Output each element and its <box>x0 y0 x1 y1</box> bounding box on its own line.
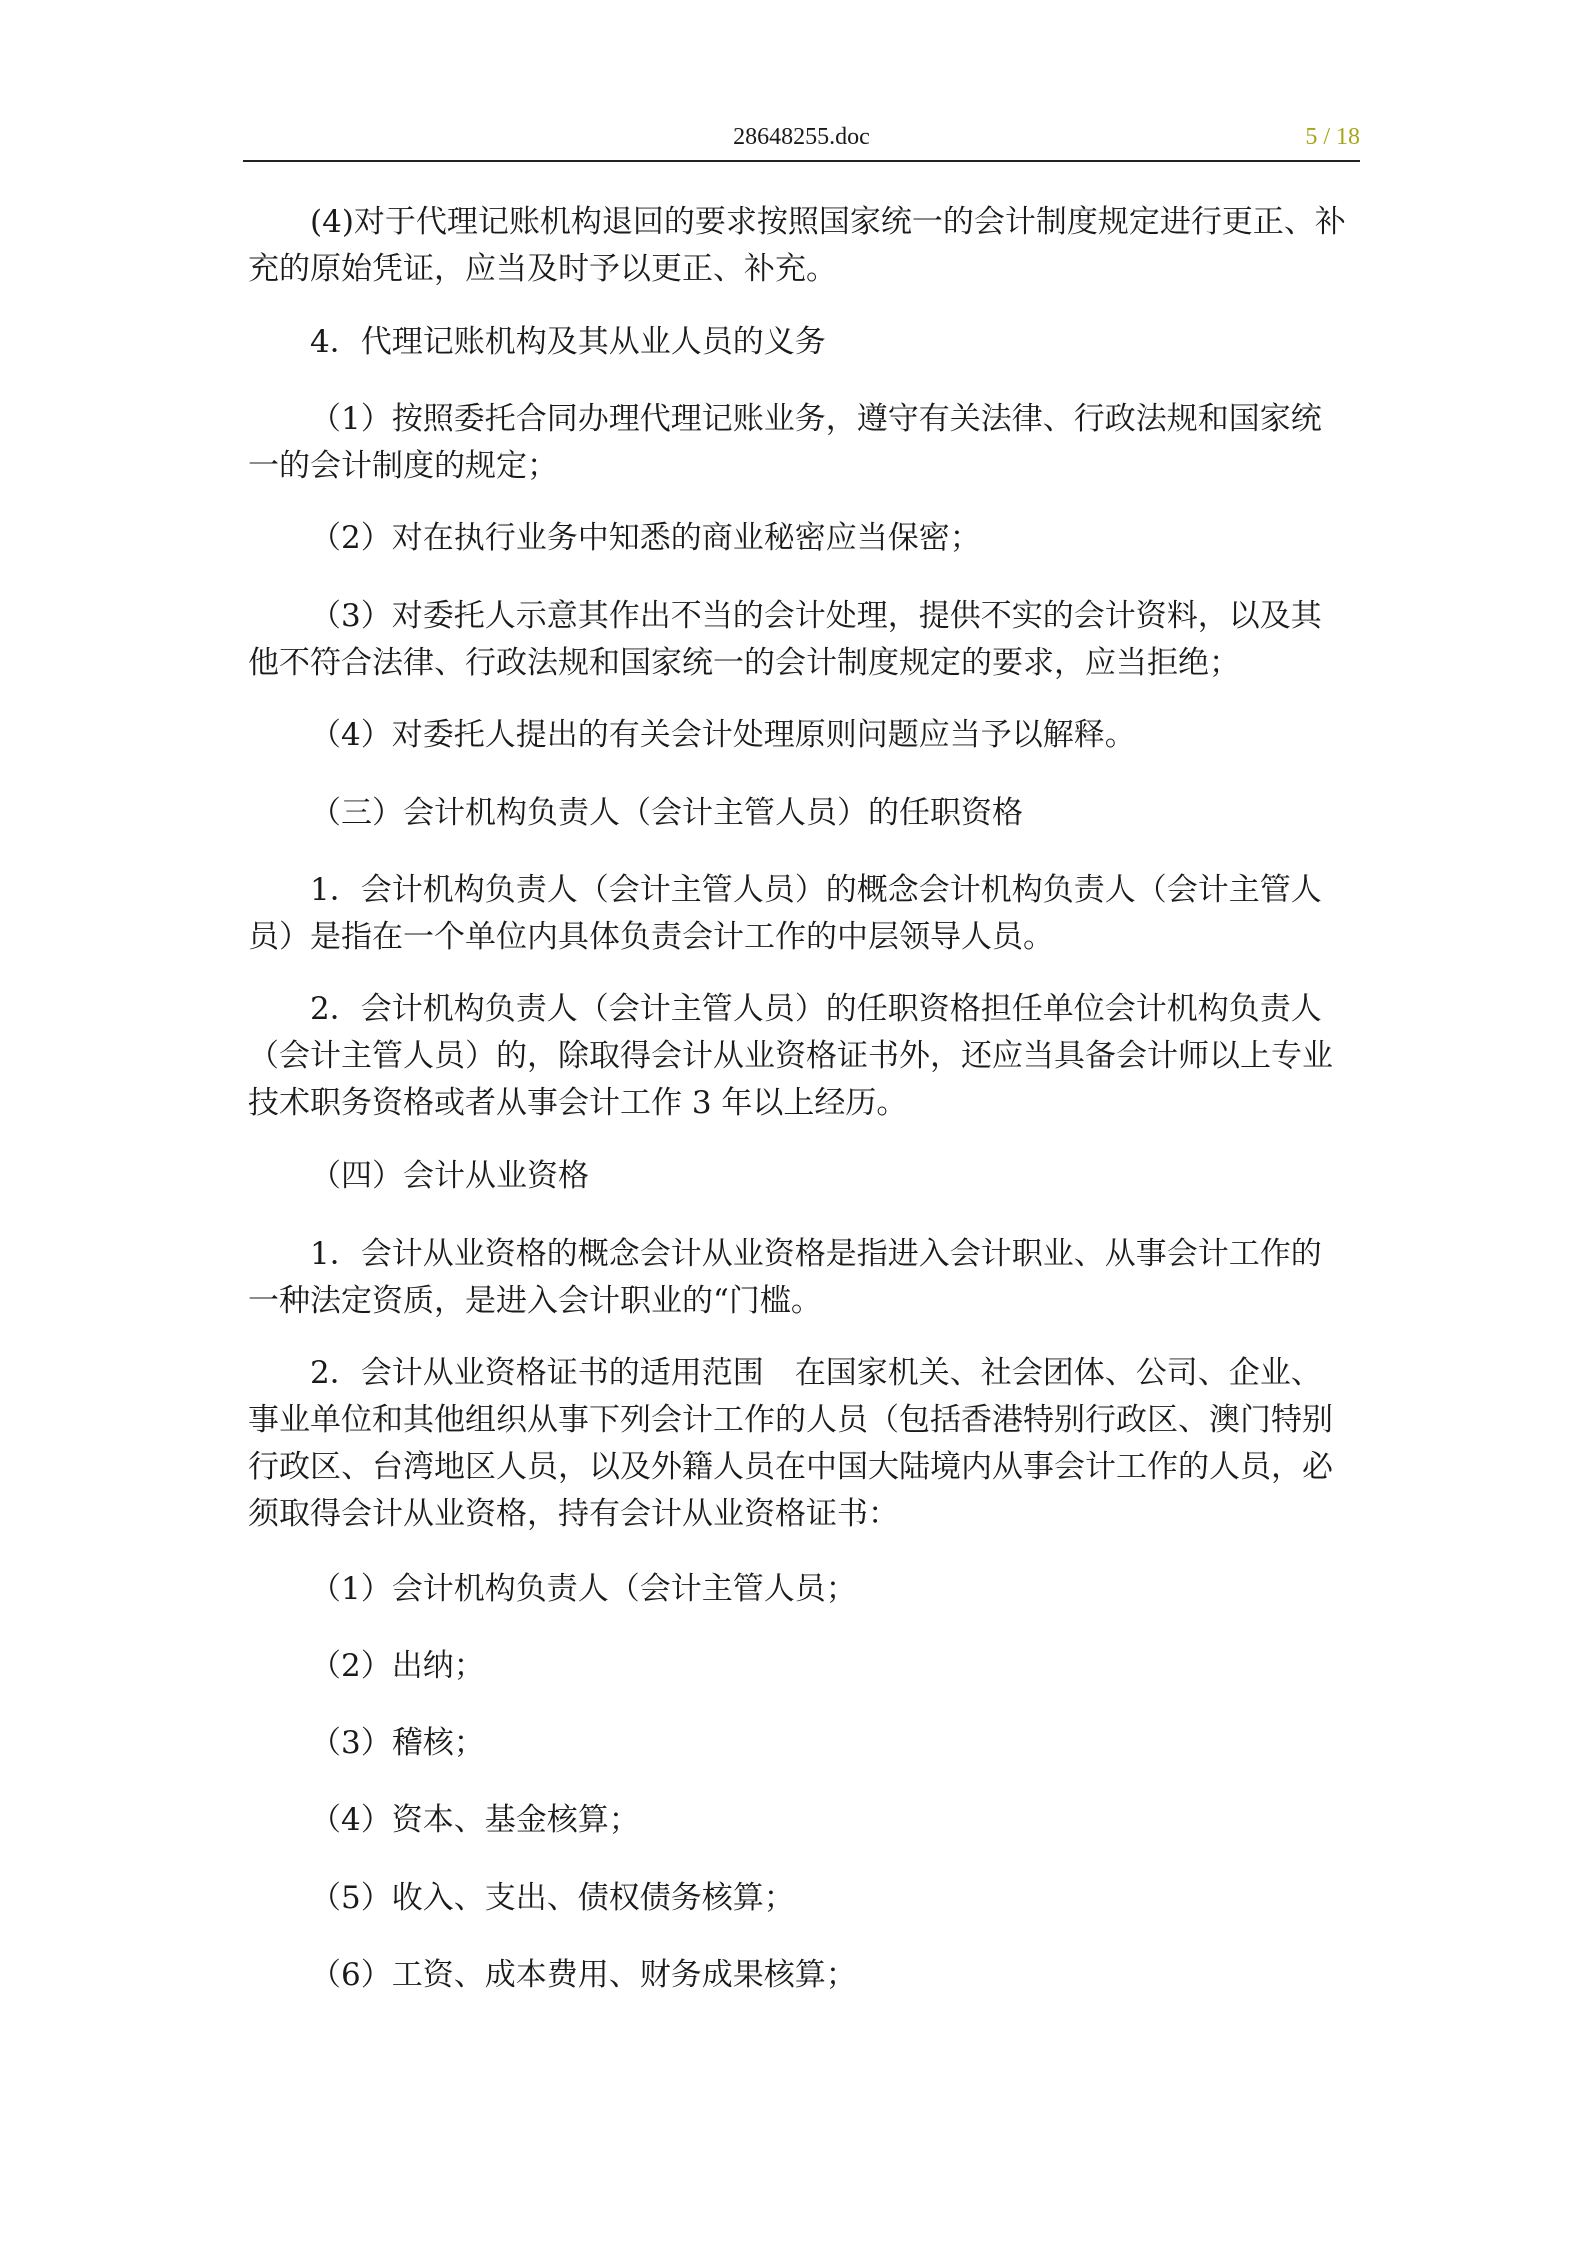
document-filename: 28648255.doc <box>733 124 870 150</box>
paragraph: （1）按照委托合同办理代理记账业务，遵守有关法律、行政法规和国家统一的会计制度的规定； <box>248 401 1322 484</box>
paragraph: 2．会计从业资格证书的适用范围 在国家机关、社会团体、公司、企业、事业单位和其他组织从事下列会计工作的人员（包括香港特别行政区、澳门特别行政区、台湾地区人员，以及外籍人员在中国大陆境内从事会计工作的人员，必须取得会计从业资格，持有会计从业资格证书： <box>248 1355 1333 1532</box>
paragraph: (4)对于代理记账机构退回的要求按照国家统一的会计制度规定进行更正、补充的原始凭证，应当及时予以更正、补充。 <box>248 204 1346 287</box>
paragraph: （3）对委托人示意其作出不当的会计处理，提供不实的会计资料，以及其他不符合法律、行政法规和国家统一的会计制度规定的要求，应当拒绝； <box>248 598 1322 681</box>
paragraph: （4）对委托人提出的有关会计处理原则问题应当予以解释。 <box>310 717 1136 753</box>
list-item: （5）收入、支出、债权债务核算； <box>310 1880 795 1916</box>
paragraph: 1．会计机构负责人（会计主管人员）的概念会计机构负责人（会计主管人员）是指在一个单位内具体负责会计工作的中层领导人员。 <box>248 872 1322 955</box>
list-item: （2）出纳； <box>310 1648 485 1684</box>
section-heading: （三）会计机构负责人（会计主管人员）的任职资格 <box>310 795 1023 831</box>
list-item: （3）稽核； <box>310 1725 485 1761</box>
paragraph: 1．会计从业资格的概念会计从业资格是指进入会计职业、从事会计工作的一种法定资质，是进入会计职业的“门槛。 <box>248 1236 1322 1319</box>
paragraph: （2）对在执行业务中知悉的商业秘密应当保密； <box>310 520 981 556</box>
list-item: （6）工资、成本费用、财务成果核算； <box>310 1957 857 1993</box>
list-item: （1）会计机构负责人（会计主管人员； <box>310 1571 857 1607</box>
paragraph: 2．会计机构负责人（会计主管人员）的任职资格担任单位会计机构负责人（会计主管人员）的，除取得会计从业资格证书外，还应当具备会计师以上专业技术职务资格或者从事会计工作 3 年以上经历。 <box>248 991 1333 1121</box>
list-item: （4）资本、基金核算； <box>310 1802 640 1838</box>
section-heading: （四）会计从业资格 <box>310 1158 589 1194</box>
page-header <box>243 118 1360 162</box>
page-number: 5 / 18 <box>1305 124 1360 150</box>
paragraph: 4．代理记账机构及其从业人员的义务 <box>310 324 826 360</box>
